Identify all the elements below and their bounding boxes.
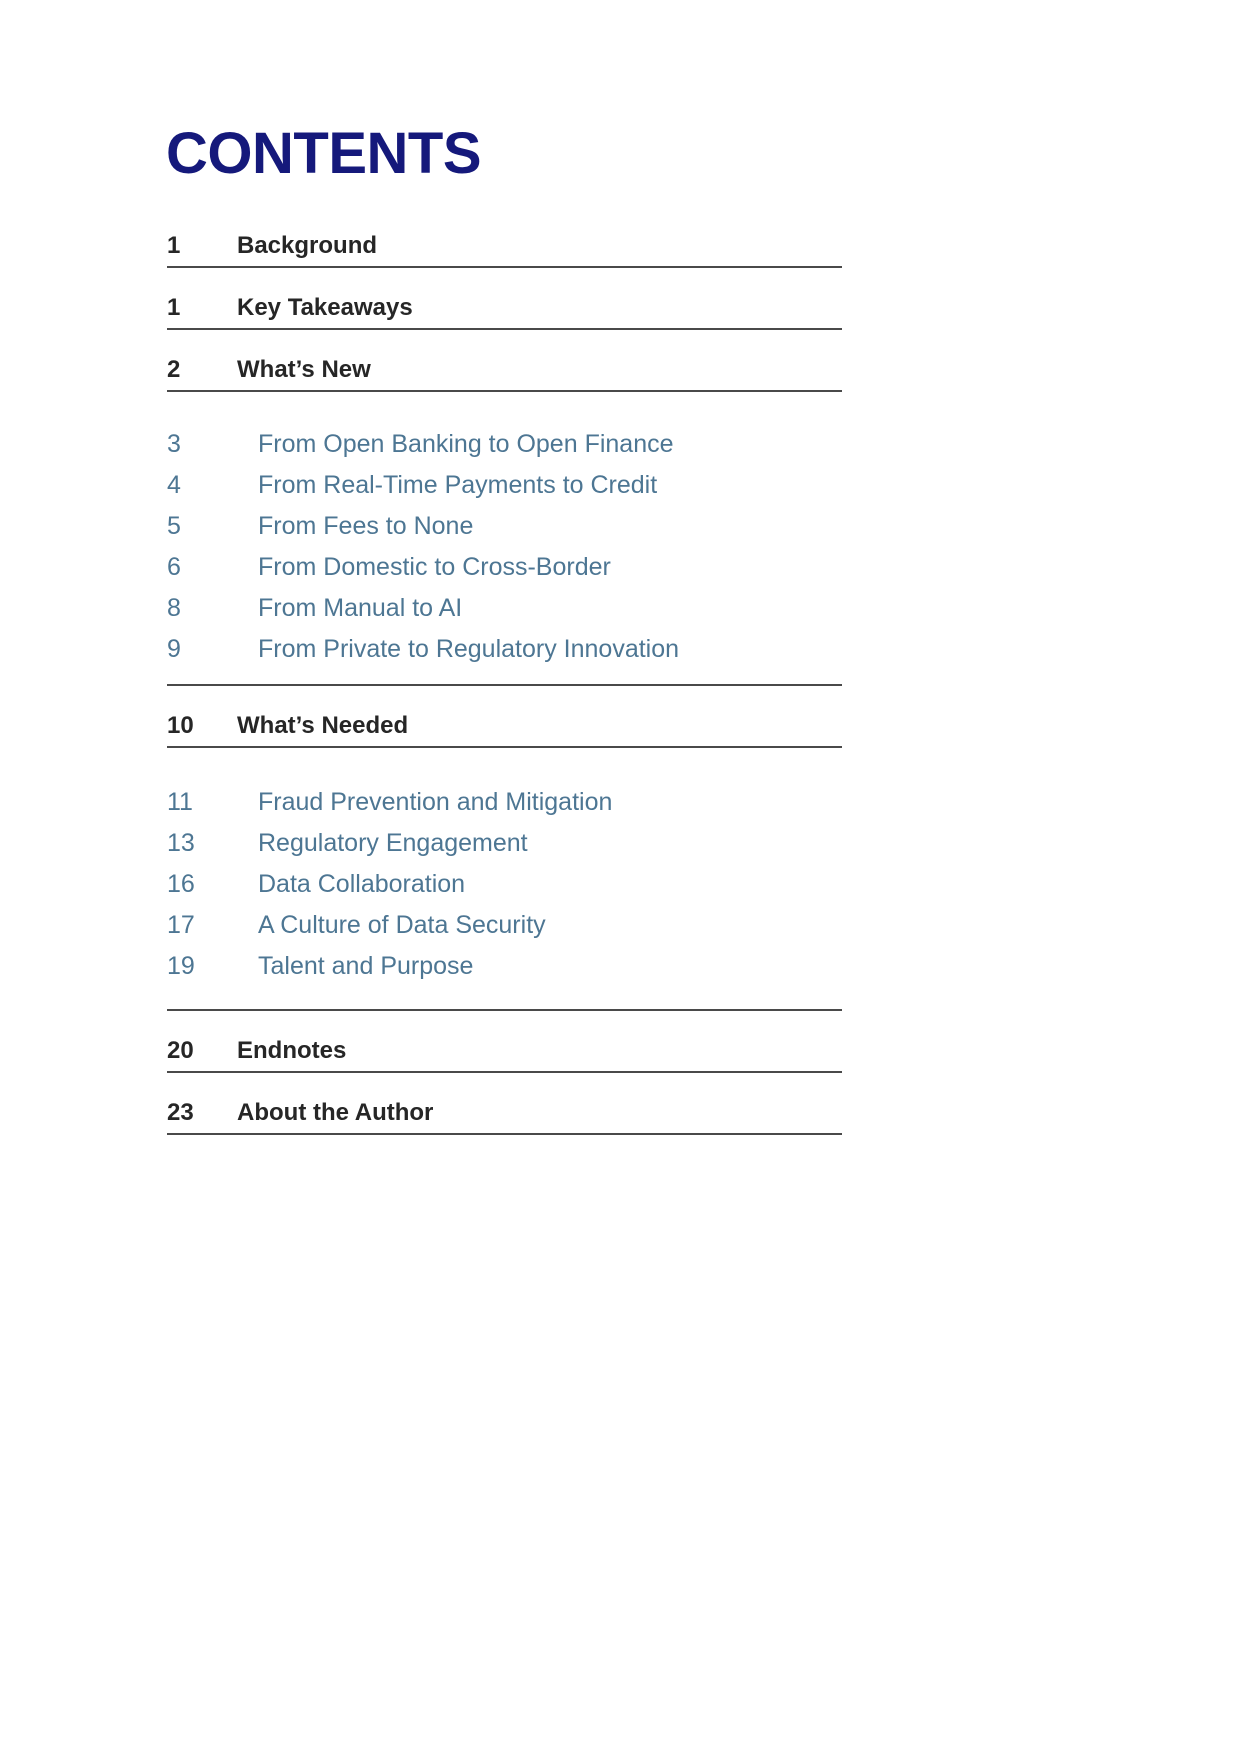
toc-subentry[interactable] [167, 946, 842, 987]
toc-page-number: 8 [167, 594, 181, 622]
toc-subentry-label: Fraud Prevention and Mitigation [258, 788, 613, 816]
toc-page-number: 2 [167, 356, 181, 383]
toc-page-number: 5 [167, 512, 181, 540]
toc-page-number: 9 [167, 635, 181, 663]
toc-subentry[interactable] [167, 629, 842, 670]
toc-entry-background[interactable] [167, 226, 842, 268]
toc-entry-label: What’s Needed [237, 712, 409, 739]
toc-page-number: 1 [167, 232, 181, 259]
toc-subentry-label: Regulatory Engagement [258, 829, 528, 857]
toc-entry-label: What’s New [237, 356, 371, 383]
toc-entry-label: About the Author [237, 1099, 434, 1126]
toc-subentry[interactable] [167, 547, 842, 588]
toc-subentry-label: From Open Banking to Open Finance [258, 430, 674, 458]
toc-entry-label: Background [237, 232, 378, 259]
toc-subentry[interactable] [167, 588, 842, 629]
toc-entry-about-the-author[interactable] [167, 1093, 842, 1135]
toc-page-number: 6 [167, 553, 181, 581]
toc-page-number: 11 [167, 788, 193, 816]
toc-page-number: 1 [167, 294, 181, 321]
toc-subentry-label: From Real-Time Payments to Credit [258, 471, 658, 499]
toc-entry-label: Endnotes [237, 1037, 347, 1064]
toc-subentry-label: From Domestic to Cross-Border [258, 553, 611, 581]
page-title: CONTENTS [166, 121, 481, 186]
toc-page-number: 16 [167, 870, 195, 898]
toc-entry-key-takeaways[interactable] [167, 288, 842, 330]
toc-subsection-group-whats-needed [167, 768, 842, 1011]
toc-entry-label: Key Takeaways [237, 294, 413, 321]
toc-subentry[interactable] [167, 506, 842, 547]
toc-page-number: 23 [167, 1099, 194, 1126]
toc-subentry[interactable] [167, 465, 842, 506]
toc-subentry[interactable] [167, 864, 842, 905]
toc-page-number: 4 [167, 471, 181, 499]
toc-subentry-label: A Culture of Data Security [258, 911, 546, 939]
toc-subentry-label: From Private to Regulatory Innovation [258, 635, 680, 663]
toc-subentry[interactable] [167, 905, 842, 946]
toc-page-number: 17 [167, 911, 195, 939]
toc-page-number: 3 [167, 430, 181, 458]
toc-entry-whats-new[interactable] [167, 350, 842, 392]
toc-entry-endnotes[interactable] [167, 1031, 842, 1073]
toc-subentry-label: Data Collaboration [258, 870, 466, 898]
toc-subentry-label: Talent and Purpose [258, 952, 474, 980]
toc-page-number: 13 [167, 829, 195, 857]
table-of-contents [167, 226, 842, 1155]
toc-subentry[interactable] [167, 782, 842, 823]
toc-page-number: 19 [167, 952, 195, 980]
toc-subentry[interactable] [167, 823, 842, 864]
toc-subentry-label: From Manual to AI [258, 594, 463, 622]
toc-subentry[interactable] [167, 424, 842, 465]
toc-subentry-label: From Fees to None [258, 512, 474, 540]
toc-entry-whats-needed[interactable] [167, 706, 842, 748]
toc-page-number: 10 [167, 712, 194, 739]
toc-subsection-group-whats-new [167, 412, 842, 686]
toc-page-number: 20 [167, 1037, 194, 1064]
